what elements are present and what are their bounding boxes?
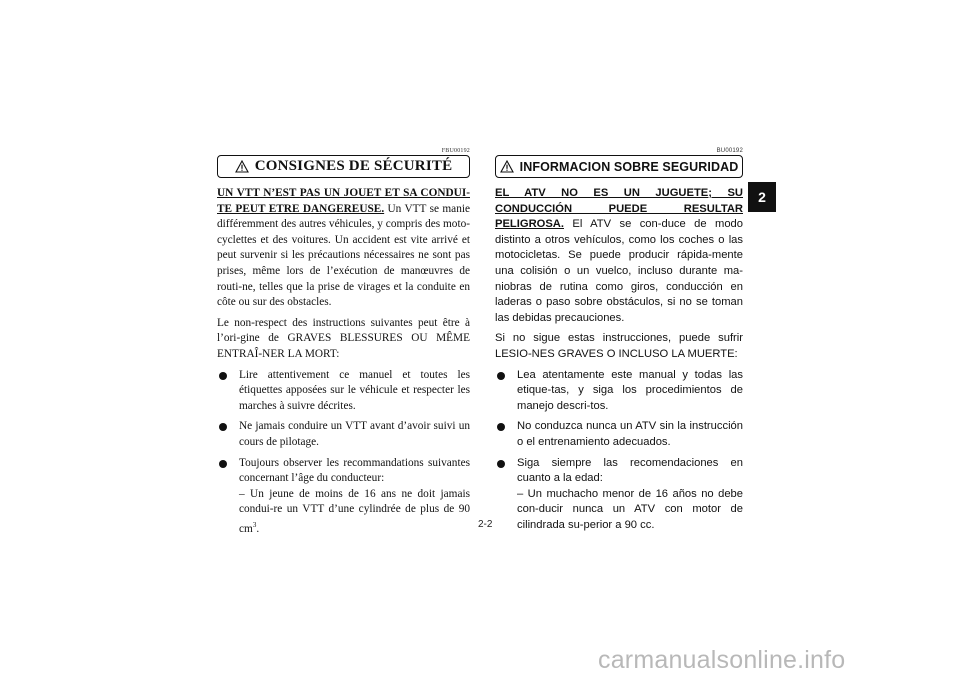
bullet-dot-icon — [497, 423, 505, 431]
section-code-es: BU00192 — [716, 148, 743, 154]
french-column — [217, 0, 470, 535]
list-item: Toujours observer les recommandations suivantes concernant l’âge du conducteur: – Un jeune de moins de 16 ans ne doit jamais condui-re un VTT d’une cylindrée de plus de 90 $cm^3$. — [217, 456, 470, 538]
list-item: Lire attentivement ce manuel et toutes les étiquettes apposées sur le véhicule et respecter les marches à suivre décrites. — [217, 368, 470, 415]
chapter-tab: 2 — [748, 182, 776, 212]
bullet-dot-icon — [497, 372, 505, 380]
list-item: No conduzca nunca un ATV sin la instrucción o el entrenamiento adecuados. — [495, 419, 743, 450]
list-item: Ne jamais conduire un VTT avant d’avoir suivi un cours de pilotage. — [217, 419, 470, 450]
section-title-fr: CONSIGNES DE SÉCURITÉ — [254, 158, 453, 174]
warning-triangle-icon — [500, 160, 514, 173]
body-text-es — [495, 186, 743, 538]
warning-paragraph-fr: Le non-respect des instructions suivantes peut être à l’ori-gine de GRAVES BLESSURES OU MÊME ENTRAÎ-NER LA MORT: — [217, 316, 470, 360]
list-item: Lea atentamente este manual y todas las etique-tas, y siga los procedimientos de manejo descri-tos. — [495, 368, 743, 415]
page-number: 2-2 — [478, 519, 493, 530]
watermark: carmanualsonline.info — [598, 646, 846, 674]
bullet-list-es — [495, 368, 743, 534]
bullet-dot-icon — [219, 460, 227, 468]
bullet-list-fr — [217, 368, 470, 538]
intro-text-fr: Un VTT se manie différemment des autres véhicules, y compris des moto-cyclettes et des voitures. Un accident est vite arrivé et peut survenir si les précautions nécessaires ne sont pas prises, même lors de l’exécution de manœuvres de routi-ne, telles que la prise de virages et la conduite en côte ou sur des obstacles. — [217, 202, 470, 309]
intro-paragraph-es — [495, 186, 743, 326]
intro-paragraph-fr — [217, 186, 470, 311]
bullet-dot-icon — [497, 460, 505, 468]
warning-paragraph-es: Si no sigue estas instrucciones, puede sufrir LESIO-NES GRAVES O INCLUSO LA MUERTE: — [495, 332, 743, 360]
intro-text-es: El ATV se con-duce de modo distinto a otros vehículos, como los coches o las motocicletas. Se puede producir rápida-mente una colisión o un vuelco, incluso durante ma-niobras de rutina como giros, conducción en laderas o paso sobre obstáculos, si no se toman las debidas precauciones. — [495, 218, 743, 324]
sub-item-es: – Un muchacho menor de 16 años no debe con-ducir nunca un ATV con motor de cilindrada su-perior a 90 cc. — [517, 487, 743, 531]
section-title-box-fr — [217, 155, 470, 178]
warning-triangle-icon — [235, 160, 249, 173]
spanish-column — [495, 0, 743, 531]
sub-item-fr: – Un jeune de moins de 16 ans ne doit jamais condui-re un VTT d’une cylindrée de plus de 90 $cm^3$. — [239, 487, 470, 535]
bullet-dot-icon — [219, 423, 227, 431]
intro-lead-fr: UN VTT N’EST PAS UN JOUET ET SA CONDUI-TE PEUT ETRE DANGEREUSE. — [217, 187, 470, 215]
bullet-dot-icon — [219, 372, 227, 380]
body-text-fr — [217, 186, 470, 542]
list-item: Siga siempre las recomendaciones en cuanto a la edad: – Un muchacho menor de 16 años no debe con-ducir nunca un ATV con motor de cilindrada su-perior a 90 cc. — [495, 456, 743, 534]
section-title-box-es — [495, 155, 743, 178]
intro-lead-es: EL ATV NO ES UN JUGUETE; SU CONDUCCIÓN PUEDE RESULTAR PELIGROSA. — [495, 187, 743, 231]
section-code-fr: FBU00192 — [441, 148, 470, 154]
section-title-es: INFORMACION SOBRE SEGURIDAD — [519, 159, 739, 174]
